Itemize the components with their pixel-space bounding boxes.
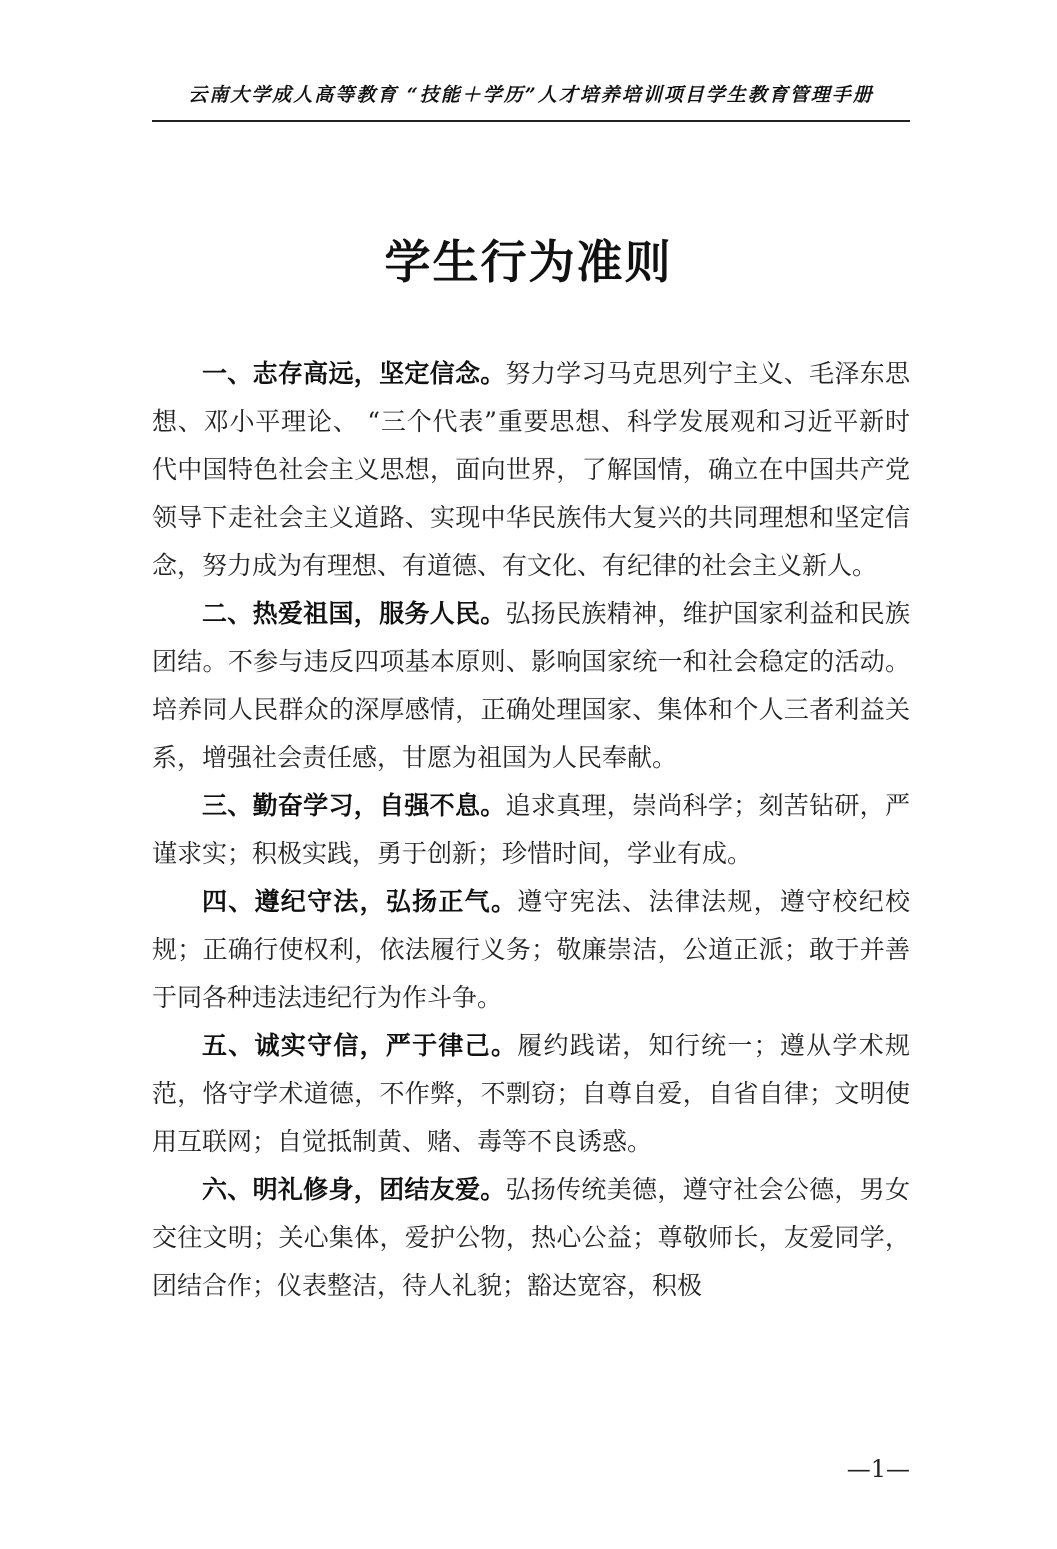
rule-heading: 二、热爱祖国，服务人民。 xyxy=(202,599,506,628)
rule-text: 努力学习马克思列宁主义、毛泽东思想、邓小平理论、 “三个代表”重要思想、科学发展观和习近平新时代中国特色社会主义思想，面向世界，了解国情，确立在中国共产党领导下走社会主义道路、实现中华民族伟大复兴的共同理想和坚定信念，努力成为有理想、有道德、有文化、有纪律的社会主义新人。 xyxy=(152,359,910,580)
rule-text: 弘扬民族精神，维护国家利益和民族团结。不参与违反四项基本原则、影响国家统一和社会稳定的活动。培养同人民群众的深厚感情，正确处理国家、集体和个人三者利益关系，增强社会责任感，甘愿为祖国为人民奉献。 xyxy=(152,599,910,772)
rule-paragraph-3 xyxy=(152,782,910,878)
rule-text: 弘扬传统美德，遵守社会公德，男女交往文明；关心集体，爱护公物，热心公益；尊敬师长，友爱同学，团结合作；仪表整洁，待人礼貌；豁达宽容，积极 xyxy=(152,1175,910,1300)
rule-paragraph-4 xyxy=(152,878,910,1022)
rule-heading: 六、明礼修身，团结友爱。 xyxy=(202,1175,506,1204)
rule-paragraph-6 xyxy=(152,1166,910,1310)
rule-text: 追求真理，崇尚科学；刻苦钻研，严谨求实；积极实践，勇于创新；珍惜时间，学业有成。 xyxy=(152,791,910,868)
rule-heading: 四、遵纪守法，弘扬正气。 xyxy=(202,887,518,916)
running-header: 云南大学成人高等教育 “技能＋学历”人才培养培训项目学生教育管理手册 xyxy=(188,84,874,106)
rule-paragraph-5 xyxy=(152,1022,910,1166)
page-title: 学生行为准则 xyxy=(384,235,673,289)
rules-body xyxy=(152,350,910,1310)
rule-text: 履约践诺，知行统一；遵从学术规范，恪守学术道德，不作弊，不剽窃；自尊自爱，自省自律；文明使用互联网；自觉抵制黄、赌、毒等不良诱惑。 xyxy=(152,1031,910,1156)
rule-paragraph-2 xyxy=(152,590,910,782)
rule-heading: 五、诚实守信，严于律己。 xyxy=(202,1031,518,1060)
rule-heading: 三、勤奋学习，自强不息。 xyxy=(202,791,506,820)
header-divider xyxy=(152,120,910,122)
page-number: —1— xyxy=(846,1455,910,1483)
rule-heading: 一、志存高远，坚定信念。 xyxy=(202,359,506,388)
rule-paragraph-1 xyxy=(152,350,910,590)
rule-text: 遵守宪法、法律法规，遵守校纪校规；正确行使权利，依法履行义务；敬廉崇洁，公道正派；敢于并善于同各种违法违纪行为作斗争。 xyxy=(152,887,910,1012)
